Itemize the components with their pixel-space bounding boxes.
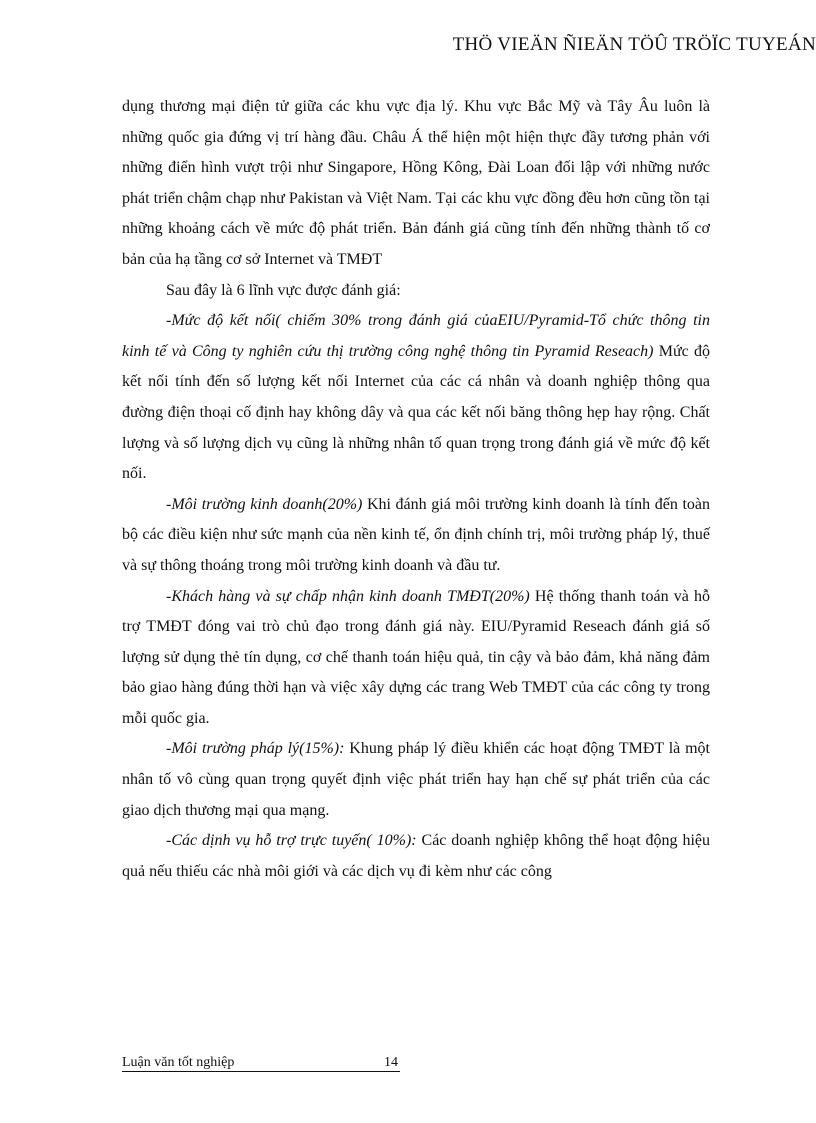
criterion-services-heading: -Các dịnh vụ hỗ trợ trực tuyến( 10%): [166, 832, 417, 850]
page-number: 14 [384, 1055, 398, 1070]
page-header-title: THÖ VIEÄN ÑIEÄN TÖÛ TRÖÏC TUYEÁN [452, 34, 816, 55]
criterion-customer-text: Hệ thống thanh toán và hỗ trợ TMĐT đóng vai trò chủ đạo trong đánh giá này. EIU/Pyramid Reseach đánh giá số lượng sử dụng thẻ tín dụng, cơ chế thanh toán hiệu quả, tin cậy và bảo đảm, khả năng đảm bảo giao hàng đúng thời hạn và việc xây dựng các trang Web TMĐT của các công ty trong mỗi quốc gia. [122, 587, 711, 727]
document-body [122, 92, 710, 887]
criterion-business-heading: -Môi trường kinh doanh(20%) [166, 495, 363, 513]
criterion-legal-text: Khung pháp lý điều khiển các hoạt động TMĐT là một nhân tố vô cùng quan trọng quyết định việc phát triển hay hạn chế sự phát triển của các giao dịch thương mại qua mạng. [122, 740, 711, 819]
paragraph-online-services [122, 826, 710, 887]
paragraph-intro: dụng thương mại điện tử giữa các khu vực địa lý. Khu vực Bắc Mỹ và Tây Âu luôn là những quốc gia đứng vị trí hàng đầu. Châu Á thể hiện một hiện thực đầy tương phản với những điển hình vượt trội như Singapore, Hồng Kông, Đài Loan đối lập với những nước phát triển chậm chạp như Pakistan và Việt Nam. Tại các khu vực đồng đều hơn cũng tồn tại những khoảng cách về mức độ phát triển. Bản đánh giá cũng tính đến những thành tố cơ bản của hạ tầng cơ sở Internet và TMĐT [122, 98, 710, 268]
criterion-services-text: Các doanh nghiệp không thể hoạt động hiệu quả nếu thiếu các nhà môi giới và các dịch vụ đi kèm như các công [122, 832, 710, 880]
paragraph-business-environment [122, 490, 710, 582]
criterion-business-text: Khi đánh giá môi trường kinh doanh là tính đến toàn bộ các điều kiện như sức mạnh của nền kinh tế, ổn định chính trị, môi trường pháp lý, thuế và sự thông thoáng trong môi trường kinh doanh và đầu tư. [122, 495, 710, 574]
criterion-connectivity-heading: -Mức độ kết nối( chiếm 30% trong đánh giá củaEIU/Pyramid-Tổ chức thông tin kinh tế và Công ty nghiên cứu thị trường công nghệ thông tin Pyramid Reseach) [122, 312, 710, 360]
criterion-connectivity-text: Mức độ kết nối tính đến số lượng kết nối Internet của các cá nhân và doanh nghiệp thông qua đường điện thoại cố định hay không dây và qua các kết nối băng thông hẹp hay rộng. Chất lượng và số lượng dịch vụ cũng là những nhân tố quan trọng trong đánh giá về mức độ kết nối. [122, 342, 711, 483]
footer-label: Luận văn tốt nghiệp [122, 1055, 235, 1070]
criterion-legal-heading: -Môi trường pháp lý(15%): [166, 740, 345, 758]
criterion-customer-heading: -Khách hàng và sự chấp nhận kinh doanh TMĐT(20%) [166, 587, 530, 605]
paragraph-customer-adoption [122, 582, 710, 735]
page-footer [122, 1055, 400, 1072]
paragraph-connectivity [122, 306, 710, 490]
paragraph-legal-environment [122, 734, 710, 826]
paragraph-list-intro: Sau đây là 6 lĩnh vực được đánh giá: [166, 281, 401, 299]
